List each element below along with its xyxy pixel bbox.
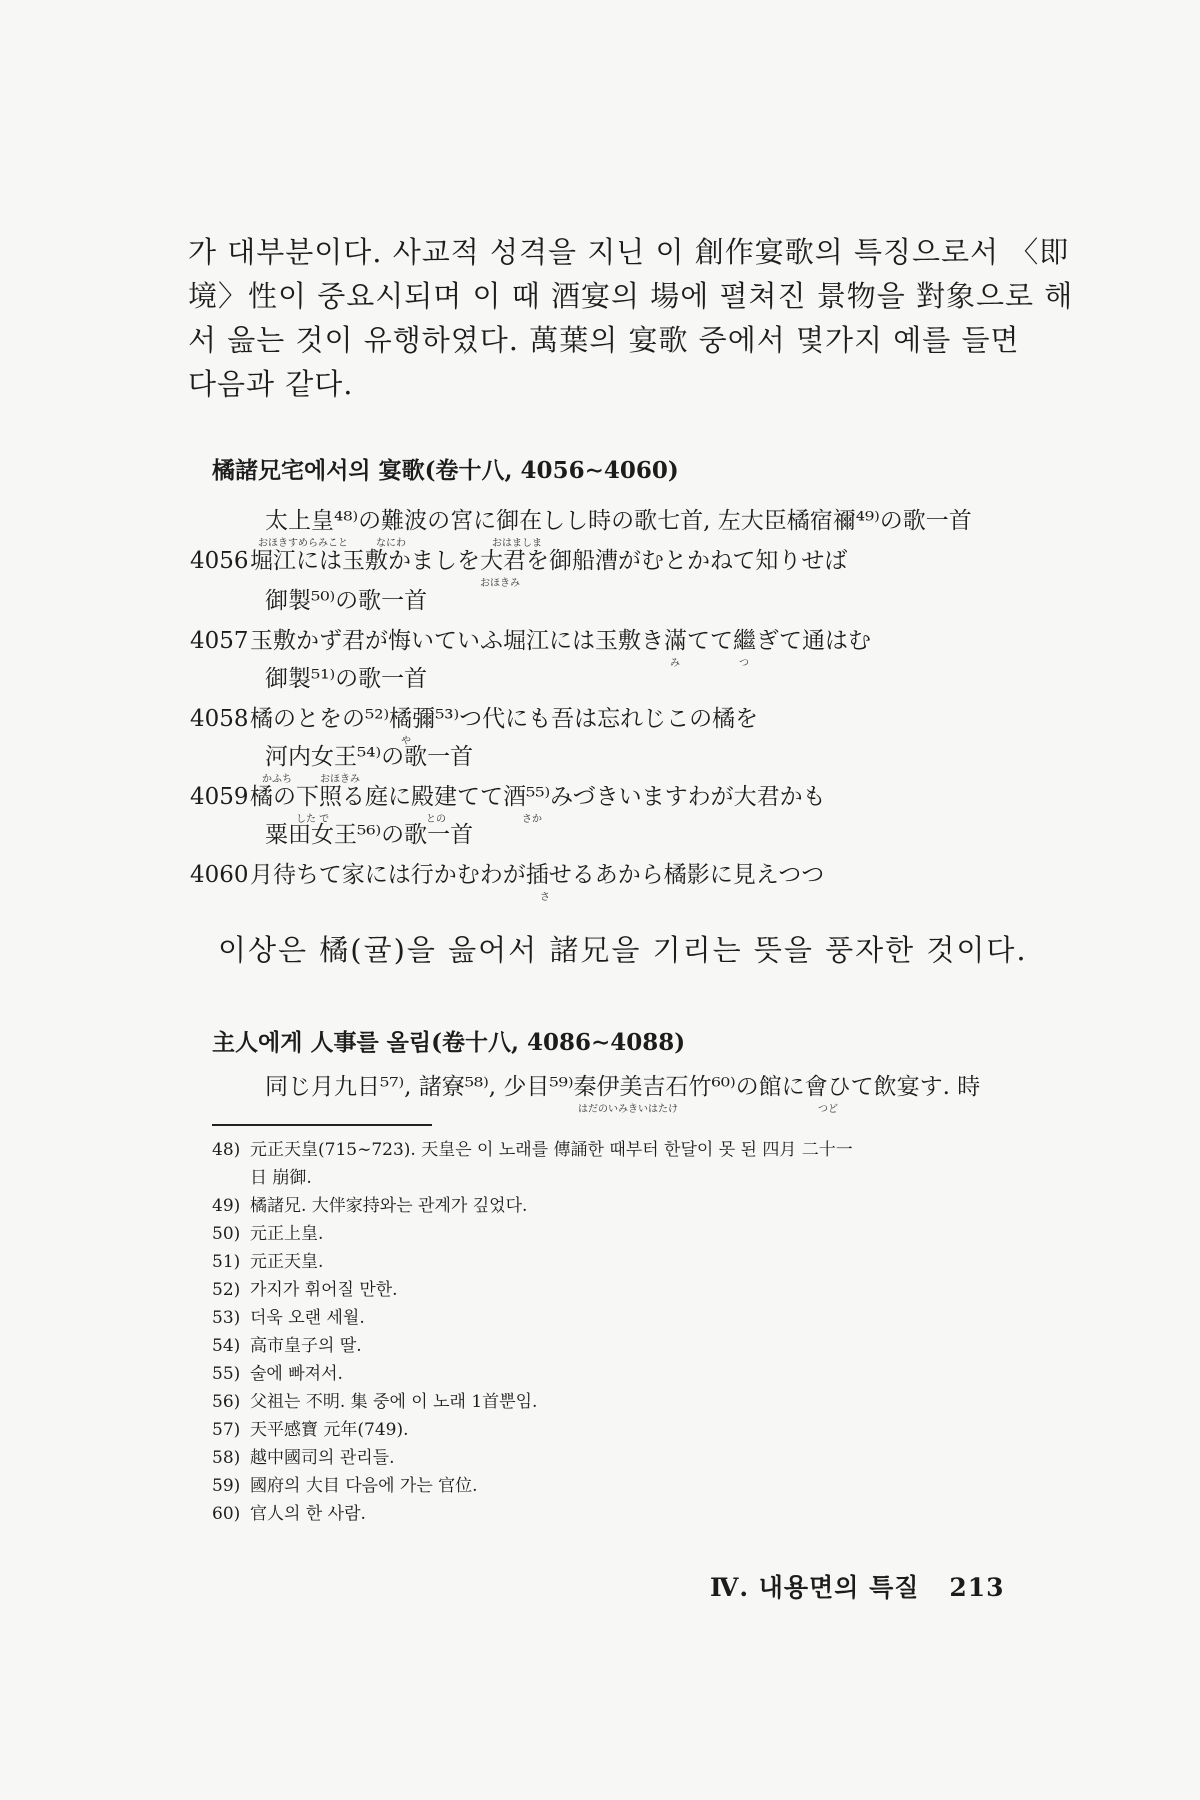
- ruby-annotation: かふち: [262, 774, 292, 785]
- section-heading: 主人에게 人事를 올림(卷十八, 4086∼4088): [212, 1029, 686, 1056]
- poem-text: 同じ月九日⁵⁷⁾, 諸寮⁵⁸⁾, 少目⁵⁹⁾秦伊美吉石竹⁶⁰⁾の館に會ひて飲宴す. 時: [265, 1074, 981, 1100]
- footnote: [212, 1334, 362, 1358]
- footnote: [212, 1278, 398, 1302]
- poem-text: 太上皇⁴⁸⁾の難波の宮に御在しし時の歌七首, 左大臣橘宿禰⁴⁹⁾の歌一首: [265, 508, 972, 534]
- poem-intro-line: [265, 506, 972, 536]
- footnote-text: 日 崩御.: [250, 1168, 312, 1188]
- poem-text: 堀江には玉敷かましを大君を御船漕がむとかねて知りせば: [250, 548, 848, 574]
- footnote-divider: [212, 1124, 432, 1126]
- ruby-annotation: み: [670, 658, 680, 669]
- footnote-text: 橘諸兄. 大伴家持와는 관계가 깊었다.: [250, 1196, 528, 1216]
- intro-line: 서 읊는 것이 유행하였다. 萬葉의 宴歌 중에서 몇가지 예를 들면: [188, 323, 1020, 357]
- ruby-annotation: つ: [739, 658, 749, 669]
- poem-author-line: [265, 664, 427, 694]
- poem-text: 河内女王⁵⁴⁾の歌一首: [265, 744, 474, 770]
- footnote-text: 父祖는 不明. 集 중에 이 노래 1首뿐임.: [250, 1392, 538, 1412]
- poem-line: [190, 704, 758, 734]
- poem-text: 玉敷かず君が悔いていふ堀江には玉敷き滿てて繼ぎて通はむ: [250, 628, 871, 654]
- footnote-text: 越中國司의 관리들.: [250, 1448, 395, 1468]
- footnote-number: 59): [212, 1476, 241, 1496]
- footnote-number: 52): [212, 1280, 241, 1300]
- footnote-number: 48): [212, 1140, 241, 1160]
- footnote: [212, 1390, 537, 1414]
- intro-line: 다음과 같다.: [188, 367, 354, 401]
- poem-number: 4057: [190, 628, 249, 654]
- ruby-annotation: つど: [818, 1104, 838, 1115]
- footnote-text: 술에 빠져서.: [250, 1364, 343, 1384]
- footnote: [212, 1474, 478, 1498]
- poem-number: 4056: [190, 548, 249, 574]
- prose-line: [265, 1072, 980, 1102]
- poem-text: 御製⁵⁰⁾の歌一首: [265, 588, 428, 614]
- ruby-annotation: や: [401, 736, 411, 747]
- poem-line: [190, 546, 847, 576]
- ruby-annotation: との: [426, 814, 446, 825]
- poem-line: [190, 782, 826, 812]
- ruby-annotation: おはましま: [492, 538, 542, 549]
- ruby-annotation: おほきみ: [320, 774, 360, 785]
- footnote-text: 天平感寶 元年(749).: [250, 1420, 409, 1440]
- footnote: [212, 1138, 853, 1162]
- footnote: [212, 1306, 365, 1330]
- ruby-annotation: おほきすめらみこと: [258, 538, 348, 549]
- footnote: [212, 1222, 323, 1246]
- footnote-number: 56): [212, 1392, 241, 1412]
- ruby-annotation: なにわ: [376, 538, 406, 549]
- footnote-number: 51): [212, 1252, 241, 1272]
- ruby-annotation: さか: [522, 814, 542, 825]
- intro-paragraph: [188, 230, 1074, 406]
- poem-text: 月待ちて家には行かむわが插せるあから橘影に見えつつ: [250, 862, 825, 888]
- running-footer: [710, 1568, 1005, 1604]
- footnote-text: 元正天皇(715∼723). 天皇은 이 노래를 傳誦한 때부터 한달이 못 된 四月 二十一: [250, 1140, 853, 1160]
- footnote-text: 元正天皇.: [250, 1252, 324, 1272]
- footnote-number: 60): [212, 1504, 241, 1524]
- footnote-number: 55): [212, 1364, 241, 1384]
- poem-text: 粟田女王⁵⁶⁾の歌一首: [265, 822, 474, 848]
- summary-sentence: 이상은 橘(귤)을 읊어서 諸兄을 기리는 뜻을 풍자한 것이다.: [218, 933, 1028, 967]
- poem-number: 4058: [190, 706, 249, 732]
- poem-author-line: [265, 820, 473, 850]
- footnote: [212, 1502, 366, 1526]
- footnote-text: 元正上皇.: [250, 1224, 324, 1244]
- poem-text: 御製⁵¹⁾の歌一首: [265, 666, 428, 692]
- footnote-number: 49): [212, 1196, 241, 1216]
- footnote: [212, 1250, 323, 1274]
- poem-text: 橘の下照る庭に殿建てて酒⁵⁵⁾みづきいますわが大君かも: [250, 784, 826, 810]
- footnote-number: 57): [212, 1420, 241, 1440]
- ruby-annotation: さ: [540, 892, 550, 903]
- section-heading: 橘諸兄宅에서의 宴歌(卷十八, 4056∼4060): [212, 457, 679, 484]
- poem-author-line: [265, 742, 473, 772]
- footnote-text: 高市皇子의 딸.: [250, 1336, 362, 1356]
- ruby-annotation: おほきみ: [480, 578, 520, 589]
- page-number: 213: [949, 1573, 1005, 1602]
- footnote: [212, 1446, 395, 1470]
- footnote-text: 國府의 大目 다음에 가는 官位.: [250, 1476, 478, 1496]
- footnote-text: 官人의 한 사람.: [250, 1504, 366, 1524]
- poem-number: 4060: [190, 862, 249, 888]
- intro-line: 境〉性이 중요시되며 이 때 酒宴의 場에 펼쳐진 景物을 對象으로 해: [188, 279, 1074, 313]
- poem-author-line: [265, 586, 427, 616]
- footnote: [212, 1530, 250, 1554]
- poem-line: [190, 860, 824, 890]
- chapter-title: Ⅳ. 내용면의 특질: [710, 1573, 920, 1602]
- poem-text: 橘のとをの⁵²⁾橘彌⁵³⁾つ代にも吾は忘れじこの橘を: [250, 706, 759, 732]
- poem-line: [190, 626, 871, 656]
- footnote: [212, 1362, 343, 1386]
- footnote: [212, 1194, 527, 1218]
- footnote: [212, 1166, 312, 1190]
- footnote-number: 50): [212, 1224, 241, 1244]
- ruby-annotation: はだのいみきいはたけ: [578, 1104, 678, 1115]
- footnote-text: 더욱 오랜 세월.: [250, 1308, 365, 1328]
- footnote-number: 58): [212, 1448, 241, 1468]
- footnote-number: 53): [212, 1308, 241, 1328]
- poem-number: 4059: [190, 784, 249, 810]
- intro-line: 가 대부분이다. 사교적 성격을 지닌 이 創作宴歌의 특징으로서 〈即: [188, 235, 1070, 269]
- footnote-text: 가지가 휘어질 만한.: [250, 1280, 398, 1300]
- ruby-annotation: した で: [296, 814, 330, 825]
- footnote: [212, 1418, 409, 1442]
- footnote-number: 54): [212, 1336, 241, 1356]
